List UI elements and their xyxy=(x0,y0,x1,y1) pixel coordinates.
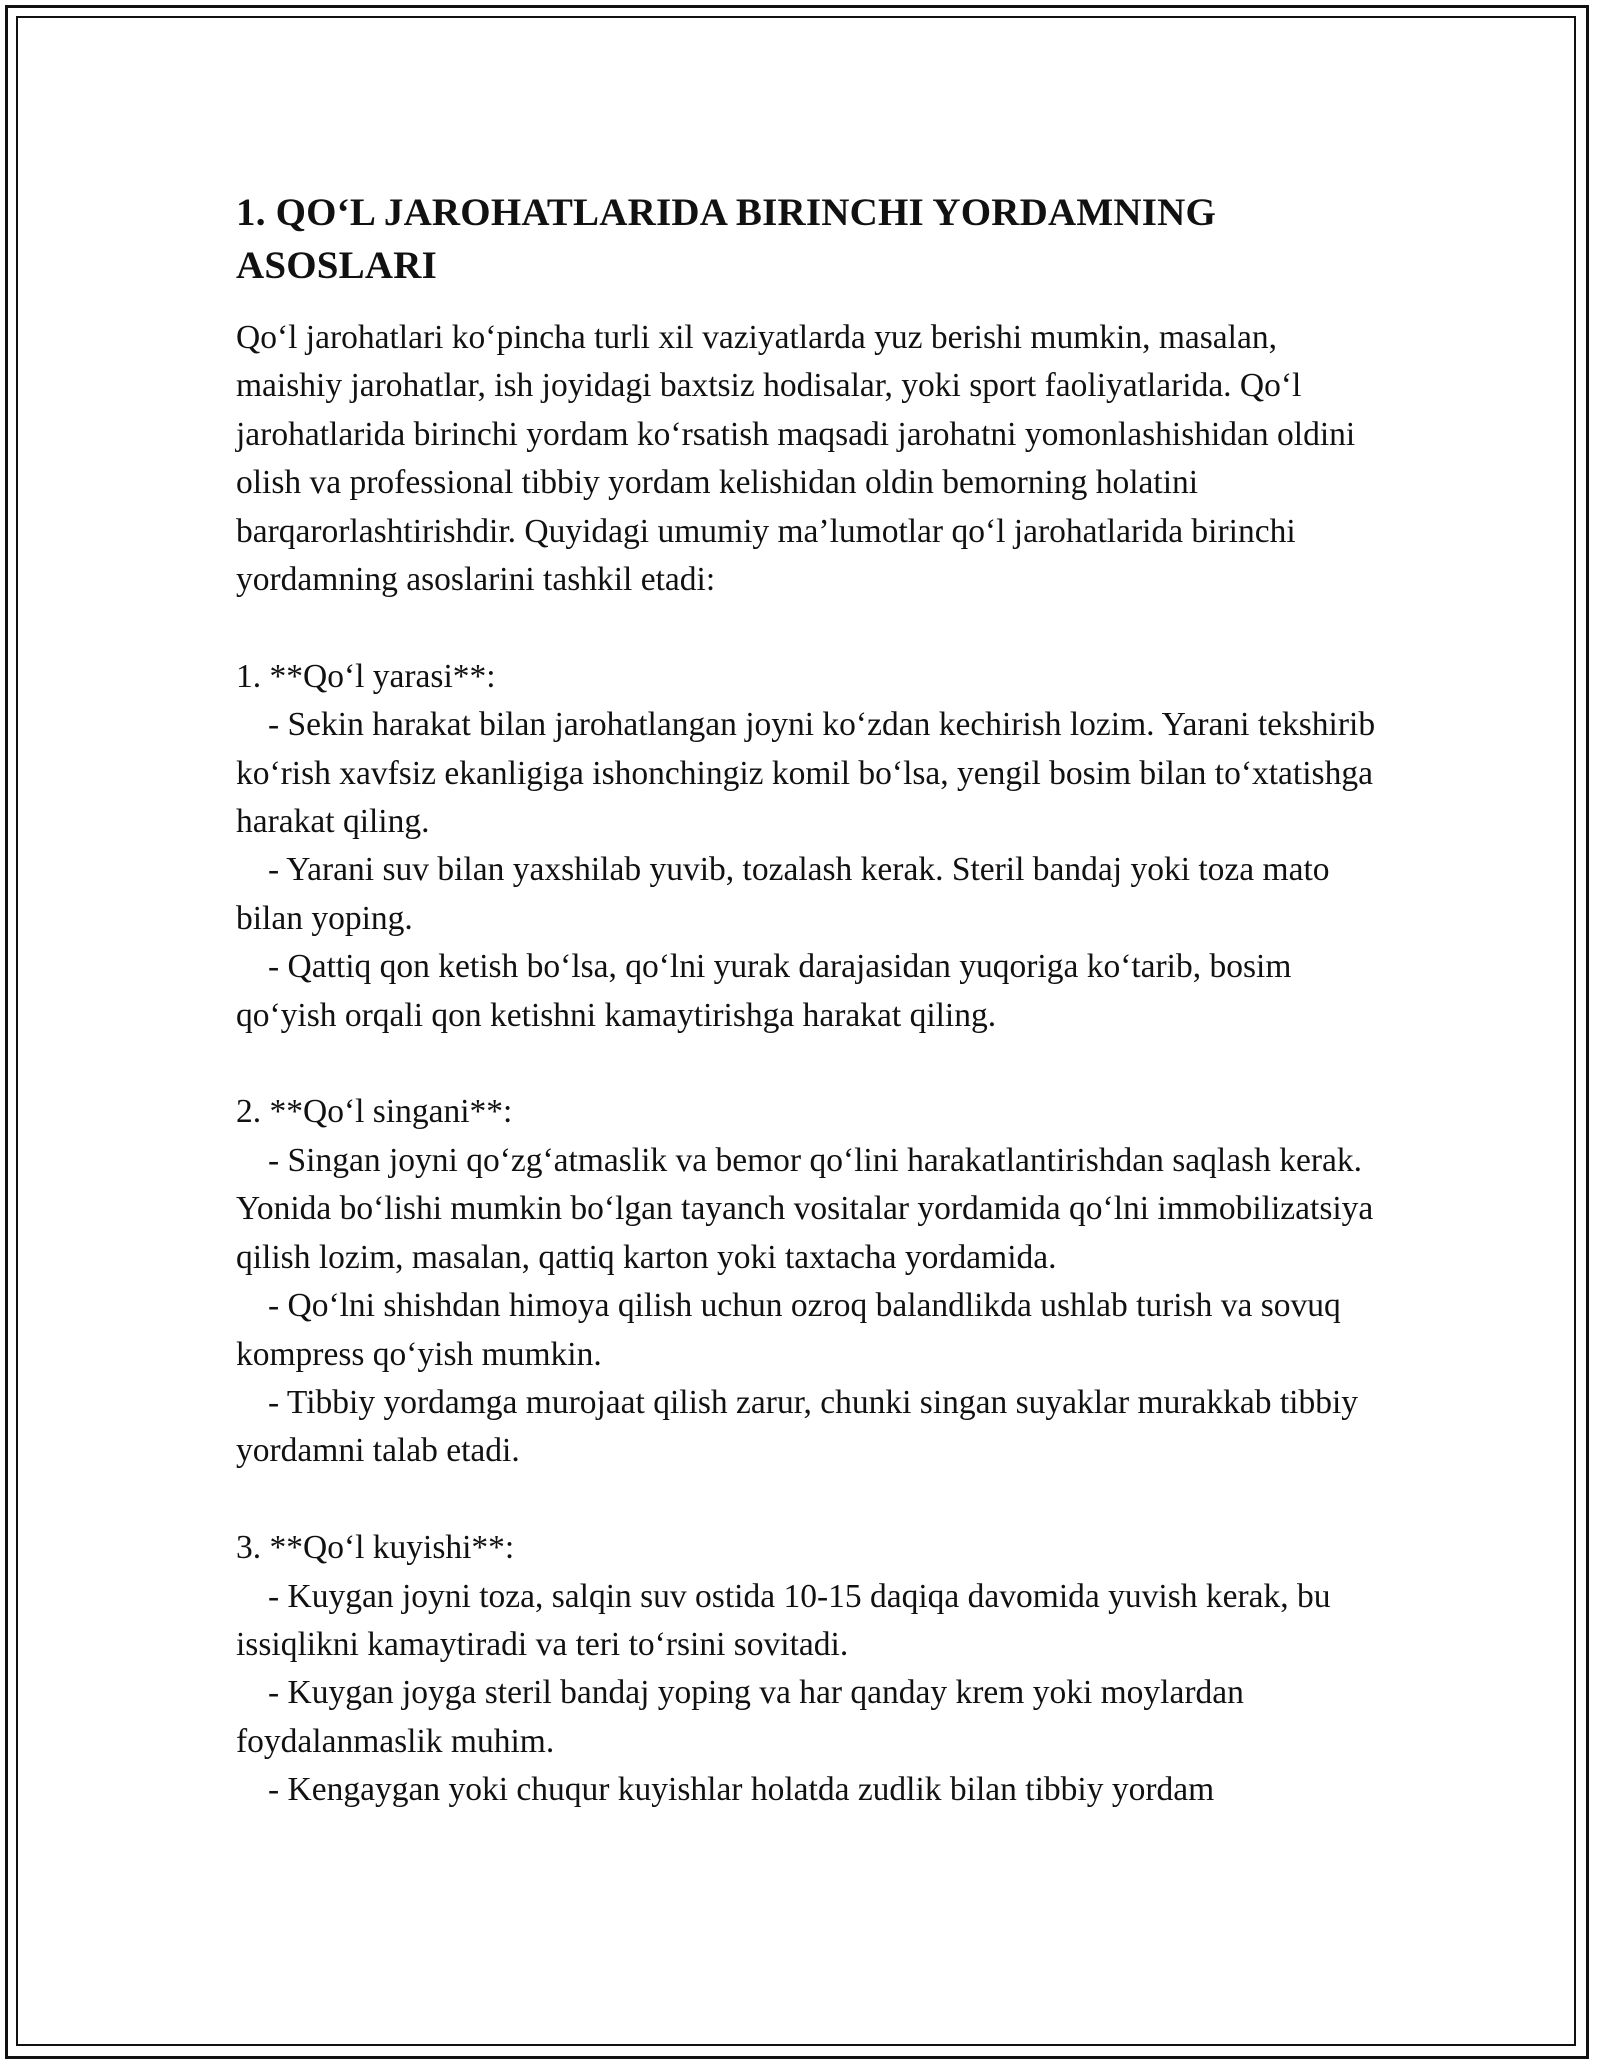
section-hand-burn xyxy=(236,1524,1376,1814)
section-heading: 3. **Qo‘l kuyishi**: xyxy=(236,1529,515,1567)
paragraph-gap xyxy=(236,604,1376,652)
document-body xyxy=(236,314,1376,1815)
bullet-item: - Qattiq qon ketish bo‘lsa, qo‘lni yurak darajasidan yuqoriga ko‘tarib, bosim qo‘yish orqali qon ketishni kamaytirishga harakat qiling. xyxy=(236,948,1292,1034)
document-title xyxy=(236,186,1376,292)
bullet-item: - Kengaygan yoki chuqur kuyishlar holatda zudlik bilan tibbiy yordam xyxy=(268,1771,1215,1809)
bullet-item: - Singan joyni qo‘zg‘atmaslik va bemor qo‘lini harakatlantirishdan saqlash kerak. Yonida bo‘lishi mumkin bo‘lgan tayanch vositalar yordamida qo‘lni immobilizatsiya qilish lozim, masalan, qattiq karton yoki taxtacha yordamida. xyxy=(236,1141,1374,1276)
title-line-2: ASOSLARI xyxy=(236,244,437,287)
section-heading: 2. **Qo‘l singani**: xyxy=(236,1093,513,1131)
paragraph-gap xyxy=(236,1476,1376,1524)
bullet-item: - Qo‘lni shishdan himoya qilish uchun ozroq balandlikda ushlab turish va sovuq kompress qo‘yish mumkin. xyxy=(236,1287,1341,1373)
title-line-1: 1. QO‘L JAROHATLARIDA BIRINCHI YORDAMNING xyxy=(236,191,1217,234)
bullet-item: - Yarani suv bilan yaxshilab yuvib, tozalash kerak. Steril bandaj yoki toza mato bilan yoping. xyxy=(236,851,1330,937)
bullet-item: - Tibbiy yordamga murojaat qilish zarur, chunki singan suyaklar murakkab tibbiy yordamni talab etadi. xyxy=(236,1383,1359,1470)
intro-paragraph: Qo‘l jarohatlari ko‘pincha turli xil vaziyatlarda yuz berishi mumkin, masalan, maishiy jarohatlar, ish joyidagi baxtsiz hodisalar, yoki sport faoliyatlarida. Qo‘l jarohatlarida birinchi yordam ko‘rsatish maqsadi jarohatni yomonlashishidan oldini olish va professional tibbiy yordam kelishidan oldin bemorning holatini barqarorlashtirishdir. Quyidagi umumiy ma’lumotlar qo‘l jarohatlarida birinchi yordamning asoslarini tashkil etadi: xyxy=(236,319,1356,599)
section-heading: 1. **Qo‘l yarasi**: xyxy=(236,657,496,695)
bullet-item: - Kuygan joyni toza, salqin suv ostida 10-15 daqiqa davomida yuvish kerak, bu issiqlikni kamaytiradi va teri to‘rsini sovitadi. xyxy=(236,1577,1331,1663)
section-hand-wound xyxy=(236,653,1376,1040)
bullet-item: - Sekin harakat bilan jarohatlangan joyni ko‘zdan kechirish lozim. Yarani tekshirib ko‘rish xavfsiz ekanligiga ishonchingiz komil bo‘lsa, yengil bosim bilan to‘xtatishga harakat qiling. xyxy=(236,706,1376,841)
section-hand-fracture xyxy=(236,1088,1376,1475)
bullet-item: - Kuygan joyga steril bandaj yoping va har qanday krem yoki moylardan foydalanmaslik muhim. xyxy=(236,1674,1244,1760)
document-page xyxy=(236,186,1376,1815)
paragraph-gap xyxy=(236,1040,1376,1088)
